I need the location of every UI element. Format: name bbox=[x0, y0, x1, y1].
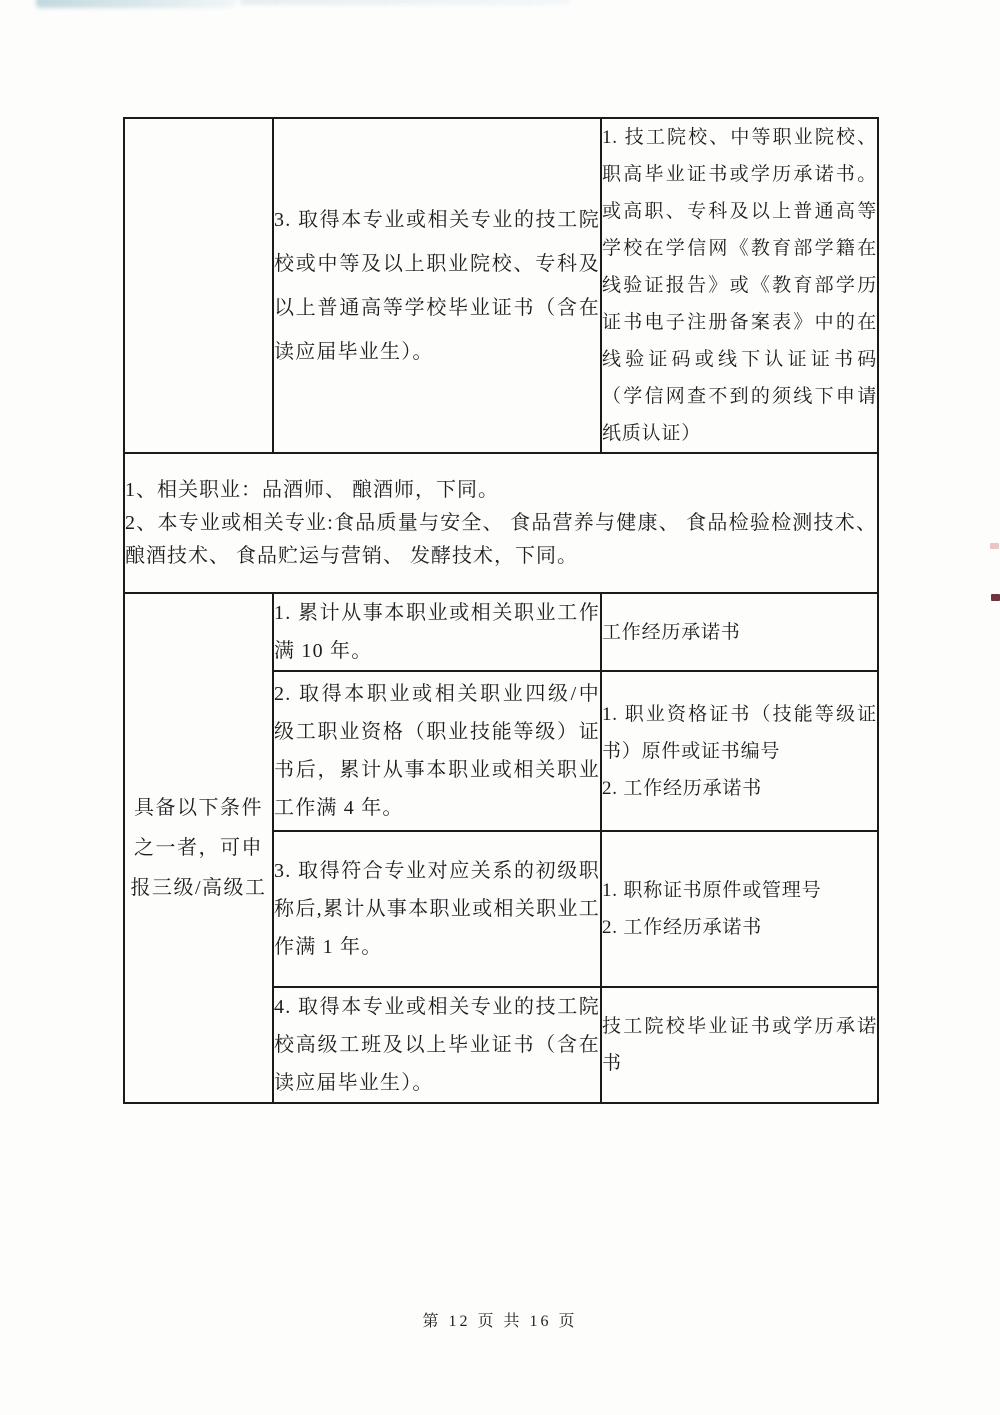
document-line: 工作经历承诺书 bbox=[602, 621, 741, 643]
documents-degree-cell: 1. 技工院校、中等职业院校、职高毕业证书或学历承诺书。或高职、专科及以上普通高等学校在学信网《教育部学籍在线验证报告》或《教育部学历证书电子注册备案表》中的在线验证码或线下认证证书码（学信网查不到的须线下申请纸质认证） bbox=[601, 118, 878, 453]
condition-4-cell: 4. 取得本专业或相关专业的技工院校高级工班及以上毕业证书（含在读应届毕业生）。 bbox=[273, 987, 601, 1103]
qualification-requirements-table bbox=[123, 117, 879, 1104]
document-line: 技工院校毕业证书或学历承诺书 bbox=[602, 1016, 877, 1074]
related-majors-note: 2、本专业或相关专业:食品质量与安全、 食品营养与健康、 食品检验检测技术、 酿酒技术、 食品贮运与营销、 发酵技术，下同。 bbox=[125, 511, 877, 567]
condition-3-cell: 3. 取得符合专业对应关系的初级职称后,累计从事本职业或相关职业工作满 1 年。 bbox=[273, 831, 601, 987]
documents-4-cell bbox=[601, 987, 878, 1103]
documents-1-cell bbox=[601, 593, 878, 671]
scan-artifact-smudge bbox=[240, 0, 570, 5]
document-line: 1. 职称证书原件或管理号 bbox=[602, 880, 822, 901]
scan-artifact-smudge bbox=[36, 0, 236, 8]
notes-cell bbox=[124, 453, 878, 593]
table-row-degree-condition bbox=[124, 118, 878, 453]
table-row-condition-1 bbox=[124, 593, 878, 671]
scan-artifact-mark bbox=[991, 594, 1000, 601]
condition-degree-cell: 3. 取得本专业或相关专业的技工院校或中等及以上职业院校、专科及以上普通高等学校毕业证书（含在读应届毕业生）。 bbox=[273, 118, 601, 453]
level-header-cell-empty bbox=[124, 118, 273, 453]
condition-2-cell: 2. 取得本职业或相关职业四级/中级工职业资格（职业技能等级）证书后，累计从事本职业或相关职业工作满 4 年。 bbox=[273, 671, 601, 831]
scan-artifact-mark bbox=[990, 543, 999, 549]
document-line: 2. 工作经历承诺书 bbox=[602, 917, 763, 938]
related-occupations-note: 1、相关职业：品酒师、 酿酒师，下同。 bbox=[125, 478, 499, 501]
level-header-cell: 具备以下条件之一者，可申报三级/高级工 bbox=[124, 593, 273, 1103]
table-row-notes bbox=[124, 453, 878, 593]
documents-2-cell bbox=[601, 671, 878, 831]
document-line: 2. 工作经历承诺书 bbox=[602, 777, 763, 799]
documents-3-cell bbox=[601, 831, 878, 987]
page-number: 第 12 页 共 16 页 bbox=[422, 1313, 578, 1330]
condition-1-cell: 1. 累计从事本职业或相关职业工作满 10 年。 bbox=[273, 593, 601, 671]
document-line: 1. 职业资格证书（技能等级证书）原件或证书编号 bbox=[602, 703, 877, 762]
